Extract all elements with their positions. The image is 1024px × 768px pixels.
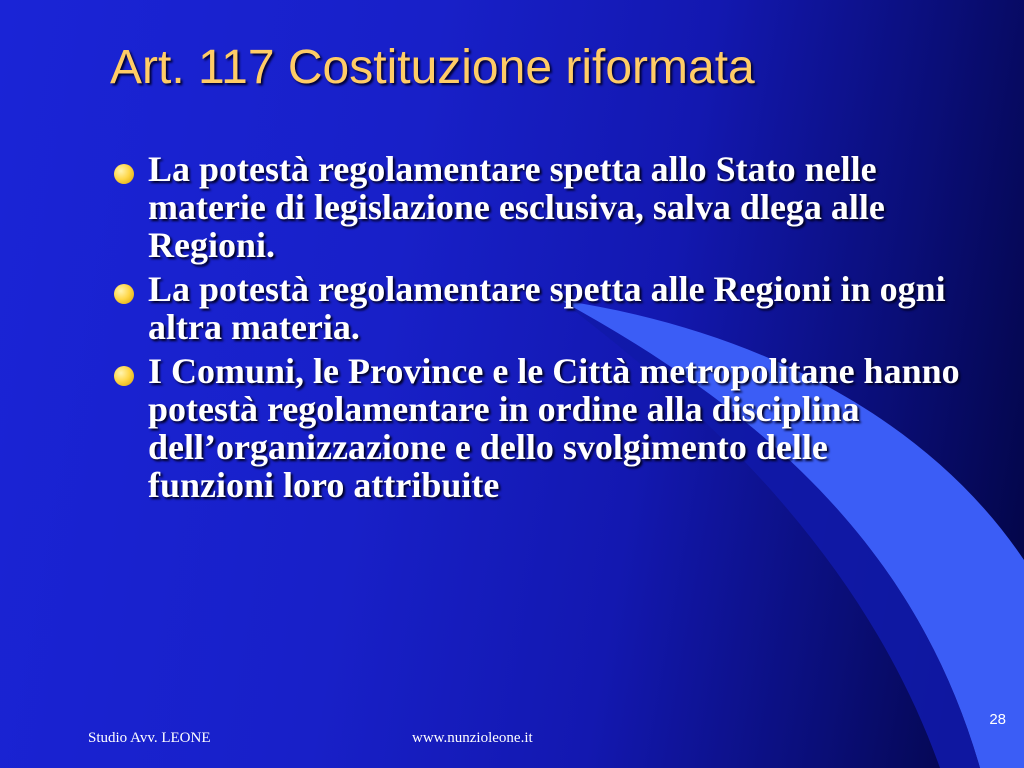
bullet-dot-icon [114, 164, 134, 184]
bullet-dot-icon [114, 366, 134, 386]
bullet-item [110, 150, 960, 264]
bullet-text: La potestà regolamentare spetta allo Stato nelle materie di legislazione esclusiva, salva dlega alle Regioni. [148, 149, 885, 265]
bullet-item [110, 270, 960, 346]
bullet-text: La potestà regolamentare spetta alle Regioni in ogni altra materia. [148, 269, 946, 347]
bullet-text: I Comuni, le Province e le Città metropolitane hanno potestà regolamentare in ordine alla disciplina dell’organizzazione e dello svolgimento delle funzioni loro attribuite [148, 351, 960, 505]
footer-website: www.nunzioleone.it [412, 730, 533, 746]
bullet-item [110, 352, 960, 504]
footer-author: Studio Avv. LEONE [88, 730, 211, 746]
bullet-list [110, 150, 960, 510]
slide-title: Art. 117 Costituzione riformata [110, 41, 755, 94]
bullet-dot-icon [114, 284, 134, 304]
slide-page-number: 28 [989, 711, 1006, 728]
